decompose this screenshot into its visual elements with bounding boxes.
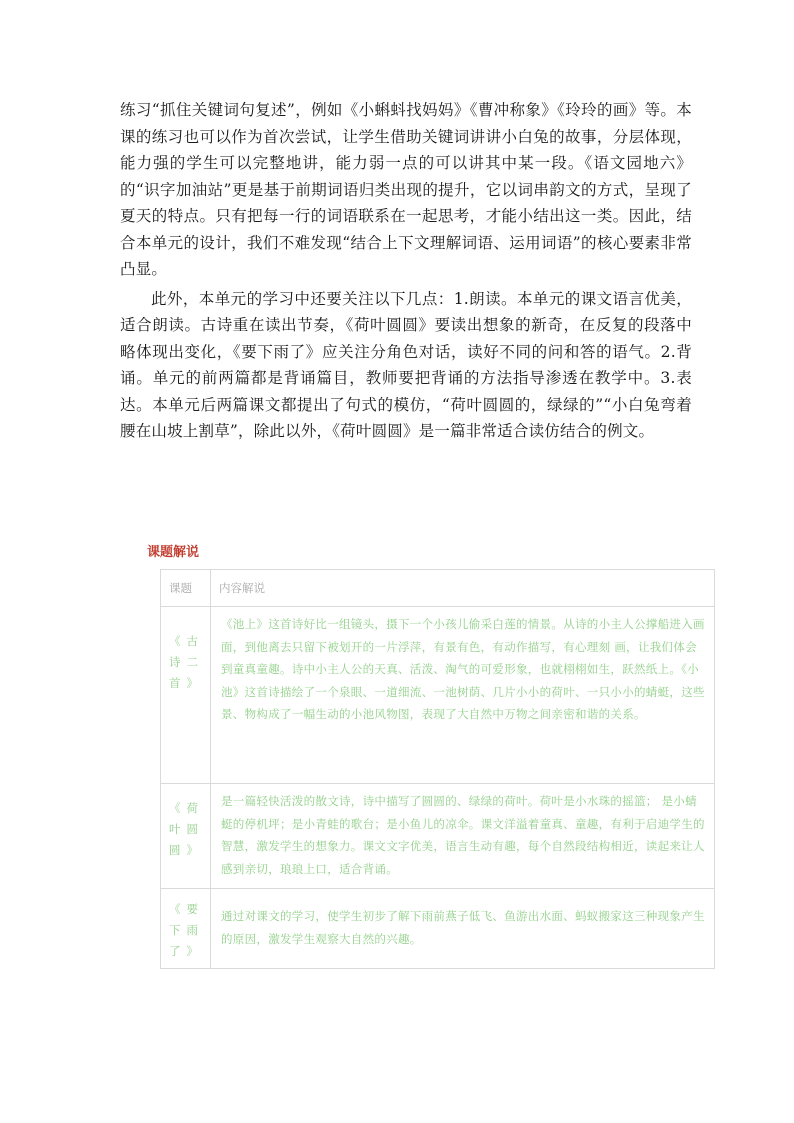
table-row	[161, 889, 715, 969]
header-lesson: 课题	[161, 570, 211, 607]
paragraph-unit-analysis: 练习“抓住关键词句复述”，例如《小蝌蚪找妈妈》《曹冲称象》《玲玲的画》等。本课的练习也可以作为首次尝试，让学生借助关键词讲讲小白兔的故事，分层体现，能力强的学生可以完整地讲，能力弱一点的可以讲其中某一段。《语文园地六》的“识字加油站”更是基于前期词语归类出现的提升，它以词串韵文的方式，呈现了夏天的特点。只有把每一行的词语联系在一起思考，才能小结出这一类。因此，结合本单元的设计，我们不难发现“结合上下文理解词语、运用词语”的核心要素非常凸显。	[120, 101, 692, 278]
table-row	[161, 784, 715, 889]
table-row	[161, 607, 715, 784]
lesson-name: 《荷叶圆圆》	[161, 784, 211, 889]
lesson-desc: 《池上》这首诗好比一组镜头，摄下一个小孩儿偷采白莲的情景。从诗的小主人公撑船进入画面，到他离去只留下被划开的一片浮萍，有景有色，有动作描写，有心理刻 画，让我们体会到童真童趣。诗中小主人公的天真、活泼、淘气的可爱形象，也就栩栩如生，跃然纸上。《小池》这首诗描绘了一个泉眼、一道细流、一池树荫、几片小小的荷叶、一只小小的蜻蜓，这些景、物构成了一幅生动的小池风物图，表现了大自然中万物之间亲密和谐的关系。	[211, 607, 715, 784]
table-header-row	[161, 570, 715, 607]
lesson-name: 《要下雨了》	[161, 889, 211, 969]
section-title: 课题解说	[147, 545, 200, 560]
header-content: 内容解说	[211, 570, 715, 607]
paragraph-additional-points: 此外，本单元的学习中还要关注以下几点：1.朗读。本单元的课文语言优美，适合朗读。古诗重在读出节奏，《荷叶圆圆》要读出想象的新奇，在反复的段落中略体现出变化，《要下雨了》应关注分角色对话，读好不同的问和答的语气。2.背诵。单元的前两篇都是背诵篇目，教师要把背诵的方法指导渗透在教学中。3.表达。本单元后两篇课文都提出了句式的模仿，“荷叶圆圆的，绿绿的”“小白兔弯着腰在山坡上割草”，除此以外，《荷叶圆圆》是一篇非常适合读仿结合的例文。	[120, 289, 692, 440]
lesson-name: 《古诗二首》	[161, 607, 211, 784]
lesson-table	[160, 569, 715, 969]
lesson-desc: 是一篇轻快活泼的散文诗，诗中描写了圆圆的、绿绿的荷叶。荷叶是小水珠的摇篮； 是小蜻蜓的停机坪；是小青蛙的歌台；是小鱼儿的凉伞。课文洋溢着童真、童趣，有利于启迪学生的智慧，激发学生的想象力。课文文字优美，语言生动有趣，每个自然段结构相近，读起来让人感到亲切，琅琅上口，适合背诵。	[211, 784, 715, 889]
body-text	[120, 97, 692, 445]
lesson-desc: 通过对课文的学习，使学生初步了解下雨前燕子低飞、鱼游出水面、蚂蚁搬家这三种现象产生的原因，激发学生观察大自然的兴趣。	[211, 889, 715, 969]
